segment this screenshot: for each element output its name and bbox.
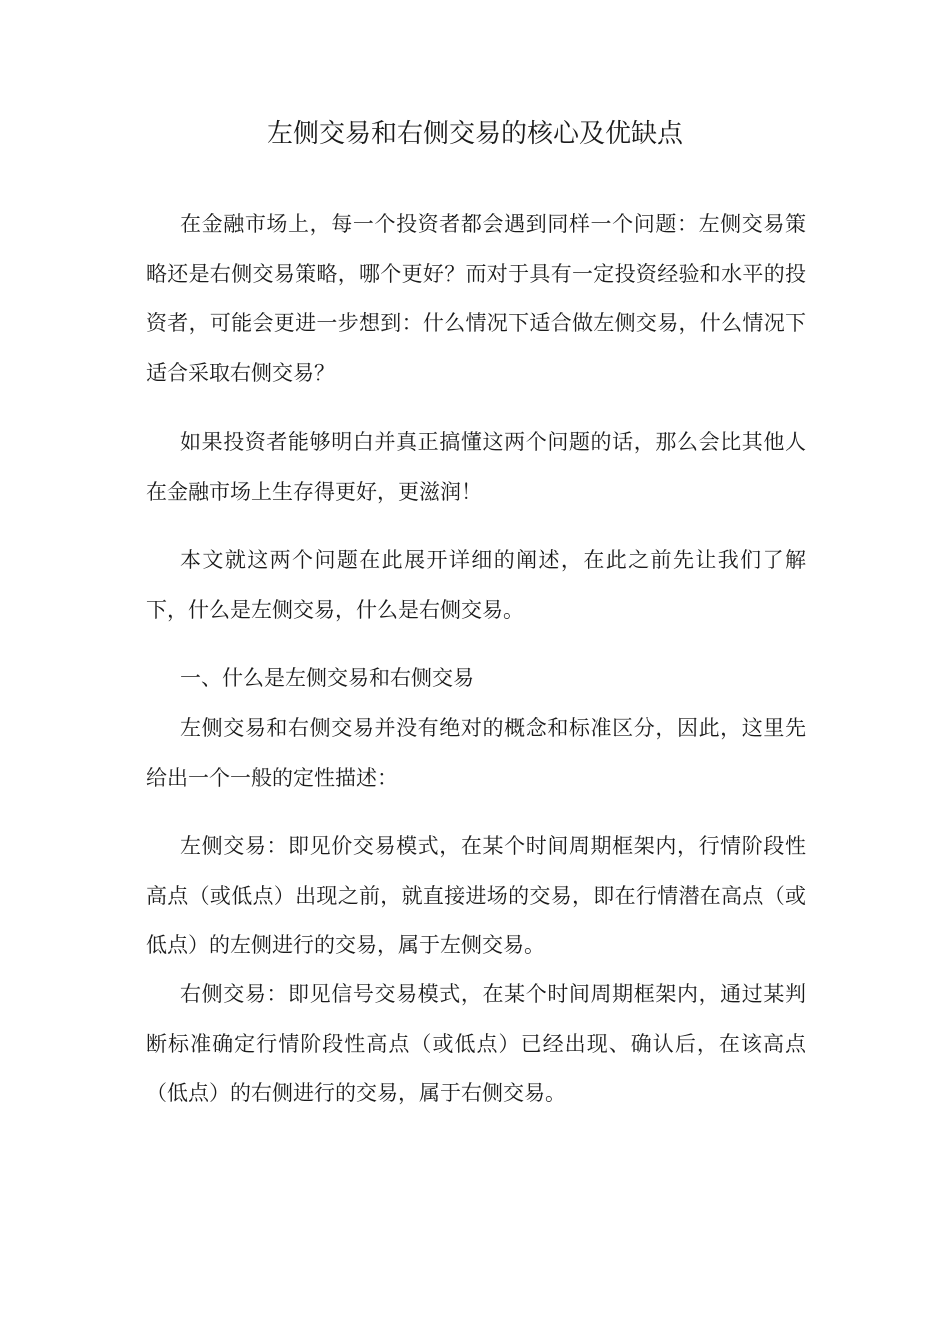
paragraph-benefit: 如果投资者能够明白并真正搞懂这两个问题的话，那么会比其他人在金融市场上生存得更好，更滋润！ <box>146 430 806 504</box>
document-title: 左侧交易和右侧交易的核心及优缺点 <box>266 119 683 149</box>
paragraph-intro-question: 在金融市场上，每一个投资者都会遇到同样一个问题：左侧交易策略还是右侧交易策略，哪个更好？而对于具有一定投资经验和水平的投资者，可能会更进一步想到：什么情况下适合做左侧交易，什么情况下适合采取右侧交易？ <box>146 212 806 385</box>
paragraph-article-purpose: 本文就这两个问题在此展开详细的阐述，在此之前先让我们了解下，什么是左侧交易，什么是右侧交易。 <box>146 548 806 622</box>
section-heading-definition: 一、什么是左侧交易和右侧交易 <box>180 666 474 690</box>
paragraph-left-side-trading: 左侧交易：即见价交易模式，在某个时间周期框架内，行情阶段性高点（或低点）出现之前，就直接进场的交易，即在行情潜在高点（或低点）的左侧进行的交易，属于左侧交易。 <box>146 834 806 957</box>
paragraph-right-side-trading: 右侧交易：即见信号交易模式，在某个时间周期框架内，通过某判断标准确定行情阶段性高点（或低点）已经出现、确认后，在该高点（低点）的右侧进行的交易，属于右侧交易。 <box>146 982 806 1105</box>
paragraph-definition-intro: 左侧交易和右侧交易并没有绝对的概念和标准区分，因此，这里先给出一个一般的定性描述： <box>146 716 806 790</box>
